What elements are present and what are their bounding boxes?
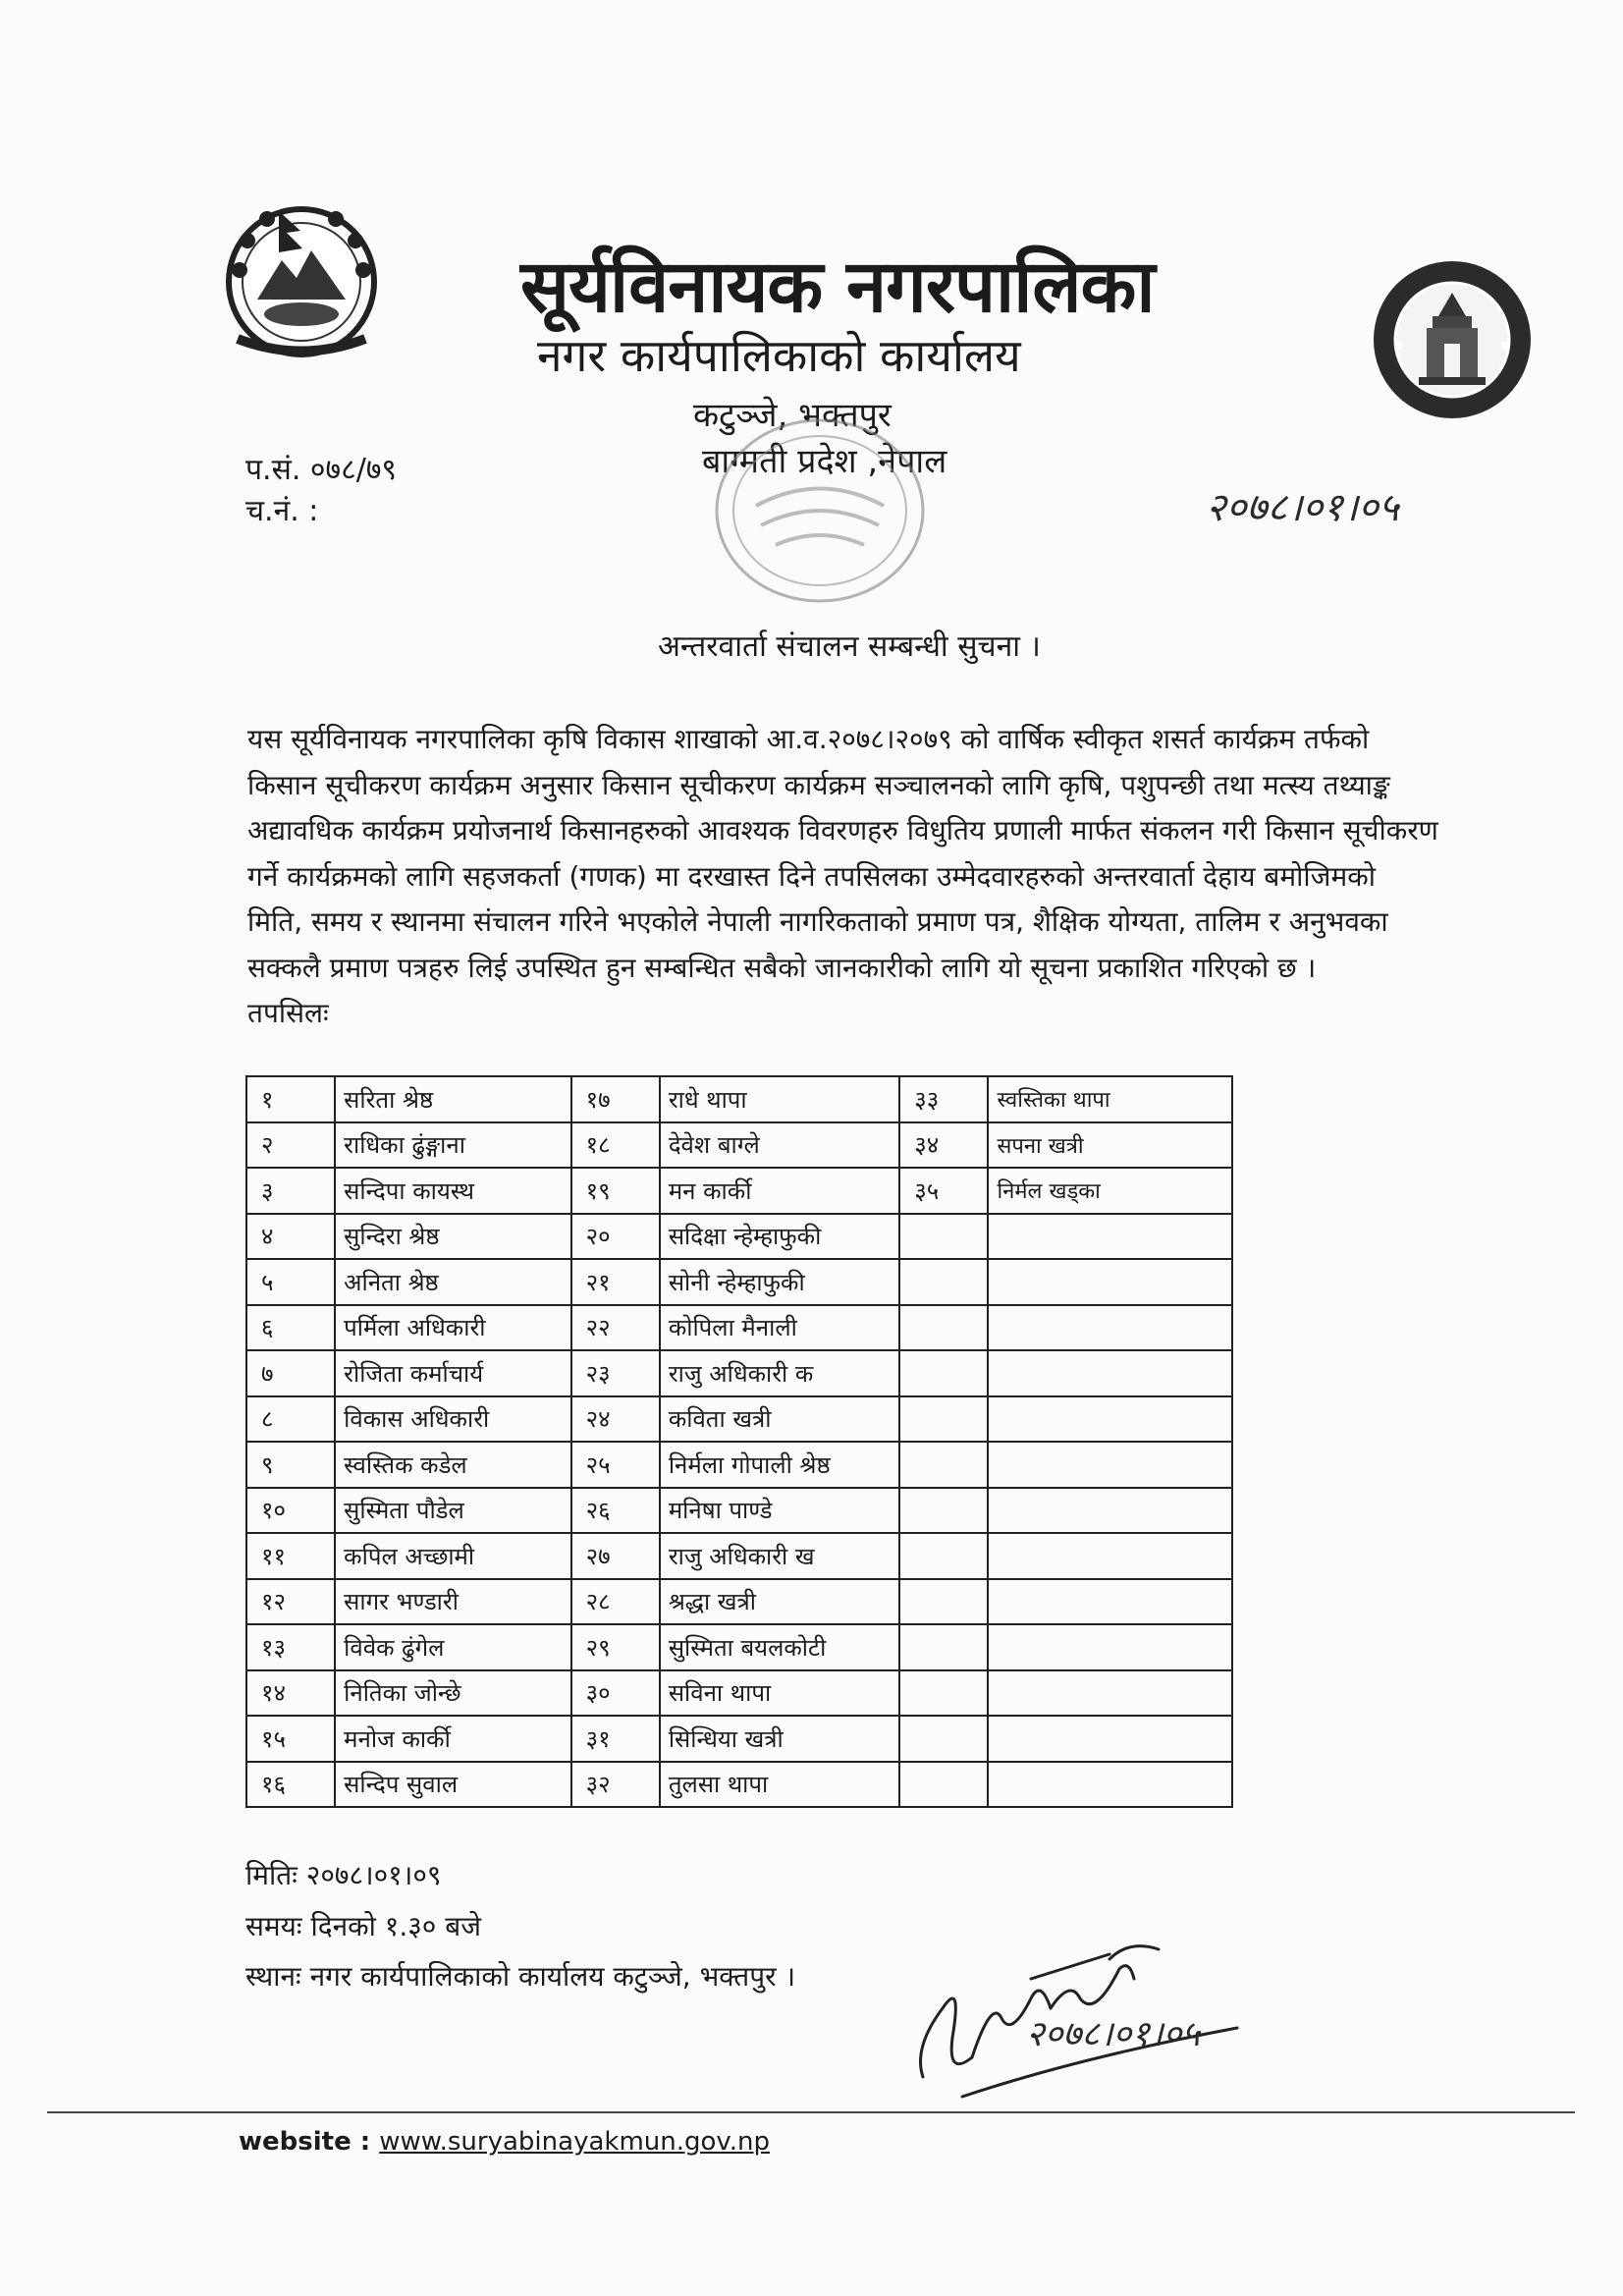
serial-number-cell: २३ [571, 1350, 660, 1396]
municipality-seal-icon [1370, 257, 1535, 422]
serial-number-cell: ११ [246, 1533, 335, 1579]
candidate-name-cell [988, 1488, 1232, 1534]
candidate-name-cell [988, 1762, 1232, 1808]
candidate-name-cell: विवेक ढुंगेल [335, 1624, 570, 1670]
table-row [246, 1259, 1232, 1305]
serial-number-cell: १५ [246, 1716, 335, 1762]
details-label: तपसिलः [247, 997, 329, 1029]
table-row [246, 1168, 1232, 1214]
nepal-coat-of-arms-icon [218, 191, 385, 363]
office-stamp-icon [707, 412, 933, 609]
candidate-name-cell: राधे थापा [660, 1076, 899, 1122]
table-row [246, 1305, 1232, 1351]
serial-number-cell [899, 1214, 988, 1260]
serial-number-cell: १० [246, 1488, 335, 1534]
candidate-name-cell: कोपिला मैनाली [660, 1305, 899, 1351]
table-row [246, 1716, 1232, 1762]
table-row [246, 1350, 1232, 1396]
candidate-name-cell [988, 1305, 1232, 1351]
table-row [246, 1396, 1232, 1443]
serial-number-cell: २९ [571, 1624, 660, 1670]
serial-number-cell: ५ [246, 1259, 335, 1305]
serial-number-cell [899, 1259, 988, 1305]
candidate-name-cell: सुन्दिरा श्रेष्ठ [335, 1214, 570, 1260]
serial-number-cell: ६ [246, 1305, 335, 1351]
candidate-name-cell: सन्दिपा कायस्थ [335, 1168, 570, 1214]
notice-body-line: यस सूर्यविनायक नगरपालिका कृषि विकास शाखाको आ.व.२०७८।२०७९ को वार्षिक स्वीकृत शसर्त कार्यक्रम तर्फको [247, 723, 1370, 755]
table-row [246, 1076, 1232, 1122]
serial-number-cell: २५ [571, 1442, 660, 1488]
serial-number-cell: १२ [246, 1579, 335, 1625]
notice-body-line: मिति, समय र स्थानमा संचालन गरिने भएकोले नेपाली नागरिकताको प्रमाण पत्र, शैक्षिक योग्यता, तालिम र अनुभवका [247, 905, 1388, 938]
candidate-name-cell: कपिल अच्छामी [335, 1533, 570, 1579]
serial-number-cell: २ [246, 1122, 335, 1169]
candidate-name-cell [988, 1716, 1232, 1762]
serial-number-cell: १८ [571, 1122, 660, 1169]
candidate-name-cell: कविता खत्री [660, 1396, 899, 1443]
candidate-name-cell: राजु अधिकारी ख [660, 1533, 899, 1579]
serial-number-cell: ४ [246, 1214, 335, 1260]
footer-divider [47, 2111, 1575, 2113]
serial-number-cell: ३२ [571, 1762, 660, 1808]
candidate-name-cell: देवेश बाग्ले [660, 1122, 899, 1169]
candidate-name-cell: तुलसा थापा [660, 1762, 899, 1808]
serial-number-cell [899, 1350, 988, 1396]
candidate-name-cell [988, 1396, 1232, 1443]
candidate-name-cell: सविना थापा [660, 1670, 899, 1717]
serial-number-cell: २२ [571, 1305, 660, 1351]
notice-heading: अन्तरवार्ता संचालन सम्बन्धी सुचना । [658, 629, 1041, 664]
candidate-name-cell: सपना खत्री [988, 1122, 1232, 1169]
website-link[interactable]: www.suryabinayakmun.gov.np [379, 2127, 771, 2157]
table-row [246, 1214, 1232, 1260]
serial-number-cell [899, 1396, 988, 1443]
candidate-name-cell: स्वस्तिका थापा [988, 1076, 1232, 1122]
serial-number-cell [899, 1305, 988, 1351]
candidate-name-cell: सन्दिप सुवाल [335, 1762, 570, 1808]
candidate-name-cell: श्रद्धा खत्री [660, 1579, 899, 1625]
candidate-name-cell: रोजिता कर्माचार्य [335, 1350, 570, 1396]
serial-number-cell: २० [571, 1214, 660, 1260]
serial-number-cell: ३४ [899, 1122, 988, 1169]
dispatch-number: च.नं. : [245, 494, 319, 528]
candidate-name-cell: सुस्मिता पौडेल [335, 1488, 570, 1534]
candidate-name-cell: पर्मिला अधिकारी [335, 1305, 570, 1351]
candidate-name-cell: सरिता श्रेष्ठ [335, 1076, 570, 1122]
candidate-name-cell [988, 1579, 1232, 1625]
candidate-name-cell: सिन्धिया खत्री [660, 1716, 899, 1762]
candidate-name-cell: सोनी न्हेम्हाफुकी [660, 1259, 899, 1305]
serial-number-cell: १ [246, 1076, 335, 1122]
candidate-name-cell: निर्मल खड्का [988, 1168, 1232, 1214]
serial-number-cell [899, 1533, 988, 1579]
notice-body-line: सक्कलै प्रमाण पत्रहरु लिई उपस्थित हुन सम्बन्धित सबैको जानकारीको लागि यो सूचना प्रकाशित गरिएको छ । [247, 951, 1317, 984]
candidate-name-cell [988, 1214, 1232, 1260]
candidate-name-cell: अनिता श्रेष्ठ [335, 1259, 570, 1305]
notice-body-line: गर्ने कार्यक्रमको लागि सहजकर्ता (गणक) मा दरखास्त दिने तपसिलका उम्मेदवारहरुको अन्तरवार्ता देहाय बमोजिमको [247, 859, 1376, 893]
candidate-name-cell [988, 1442, 1232, 1488]
handwritten-date: २०७८।०१।०५ [1206, 485, 1399, 530]
office-name: नगर कार्यपालिकाको कार्यालय [537, 329, 1021, 382]
candidate-name-cell: राजु अधिकारी क [660, 1350, 899, 1396]
serial-number-cell: ३ [246, 1168, 335, 1214]
candidate-name-cell: मन कार्की [660, 1168, 899, 1214]
candidate-name-cell: मनोज कार्की [335, 1716, 570, 1762]
address-line-1: कटुञ्जे, भक्तपुर [693, 396, 892, 435]
signature-date: २०७८।०१।०५ [1026, 2014, 1201, 2054]
serial-number-cell: ९ [246, 1442, 335, 1488]
interview-place: स्थानः नगर कार्यपालिकाको कार्यालय कटुञ्जे, भक्तपुर । [245, 1960, 796, 1993]
candidate-name-cell [988, 1533, 1232, 1579]
interview-time: समयः दिनको १.३० बजे [245, 1910, 482, 1942]
serial-number-cell: २८ [571, 1579, 660, 1625]
table-row [246, 1488, 1232, 1534]
table-row [246, 1670, 1232, 1717]
candidate-name-cell: निर्मला गोपाली श्रेष्ठ [660, 1442, 899, 1488]
candidate-name-cell: राधिका ढुंङ्गाना [335, 1122, 570, 1169]
serial-number-cell: २६ [571, 1488, 660, 1534]
candidate-name-cell: मनिषा पाण्डे [660, 1488, 899, 1534]
serial-number-cell: ३१ [571, 1716, 660, 1762]
serial-number-cell [899, 1670, 988, 1717]
serial-number-cell [899, 1762, 988, 1808]
serial-number-cell [899, 1442, 988, 1488]
serial-number-cell: ८ [246, 1396, 335, 1443]
interview-date: मितिः २०७८।०१।०९ [245, 1859, 442, 1891]
website-label: website : [239, 2127, 380, 2157]
serial-number-cell: १४ [246, 1670, 335, 1717]
candidate-name-cell: सदिक्षा न्हेम्हाफुकी [660, 1214, 899, 1260]
serial-number-cell [899, 1624, 988, 1670]
candidate-name-cell: नितिका जोन्छे [335, 1670, 570, 1717]
table-row [246, 1624, 1232, 1670]
serial-number-cell [899, 1488, 988, 1534]
notice-body [247, 717, 1494, 991]
candidate-name-cell [988, 1670, 1232, 1717]
candidate-name-cell [988, 1624, 1232, 1670]
notice-body-line: अद्यावधिक कार्यक्रम प्रयोजनार्थ किसानहरुको आवश्यक विवरणहरु विधुतिय प्रणाली मार्फत संकलन गरी किसान सूचीकरण [247, 814, 1438, 847]
footer-website [239, 2127, 770, 2157]
serial-number-cell: १६ [246, 1762, 335, 1808]
candidate-name-cell: सुस्मिता बयलकोटी [660, 1624, 899, 1670]
candidate-name-cell: सागर भण्डारी [335, 1579, 570, 1625]
table-row [246, 1122, 1232, 1169]
serial-number-cell: २७ [571, 1533, 660, 1579]
page-title: सूर्यविनायक नगरपालिका [520, 245, 1155, 329]
candidate-name-cell: स्वस्तिक कडेल [335, 1442, 570, 1488]
serial-number-cell: ७ [246, 1350, 335, 1396]
table-row [246, 1442, 1232, 1488]
serial-number-cell: २४ [571, 1396, 660, 1443]
reference-number: प.सं. ०७८/७९ [245, 453, 398, 487]
serial-number-cell: ३३ [899, 1076, 988, 1122]
serial-number-cell: १७ [571, 1076, 660, 1122]
serial-number-cell: २१ [571, 1259, 660, 1305]
candidate-name-cell [988, 1259, 1232, 1305]
candidate-name-cell [988, 1350, 1232, 1396]
table-row [246, 1762, 1232, 1808]
serial-number-cell [899, 1716, 988, 1762]
table-row [246, 1533, 1232, 1579]
address-line-2: बाग्मती प्रदेश ,नेपाल [702, 442, 947, 481]
serial-number-cell: १३ [246, 1624, 335, 1670]
serial-number-cell: ३० [571, 1670, 660, 1717]
candidates-table [245, 1075, 1233, 1808]
serial-number-cell [899, 1579, 988, 1625]
serial-number-cell: १९ [571, 1168, 660, 1214]
serial-number-cell: ३५ [899, 1168, 988, 1214]
table-row [246, 1579, 1232, 1625]
notice-body-line: किसान सूचीकरण कार्यक्रम अनुसार किसान सूचीकरण कार्यक्रम सञ्चालनको लागि कृषि, पशुपन्छी तथा मत्स्य तथ्याङ्क [247, 768, 1390, 801]
candidate-name-cell: विकास अधिकारी [335, 1396, 570, 1443]
